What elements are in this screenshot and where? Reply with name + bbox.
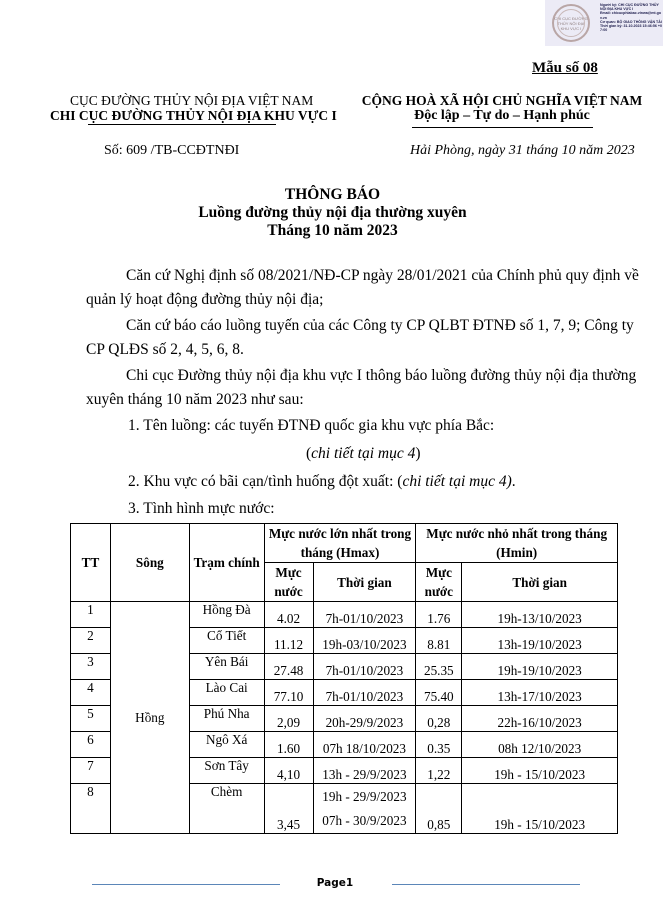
cell-hmin-level: 0,28 (416, 706, 462, 732)
cell-hmin-level: 75.40 (416, 680, 462, 706)
cell-hmin-level: 1.76 (416, 602, 462, 628)
item-1-detail-open: ( (306, 445, 312, 462)
cell-station: Chèm (189, 784, 264, 834)
cell-tt: 6 (71, 732, 111, 758)
basis-paragraph-2: Căn cứ báo cáo luồng tuyến của các Công ty CP QLBT ĐTNĐ số 1, 7, 9; Công ty CP QLĐS số 2, 4, 5, 6, 8. (86, 317, 634, 358)
cell-hmax-level: 27.48 (264, 654, 313, 680)
org-underline (88, 124, 276, 125)
basis-paragraph-1: Căn cứ Nghị định số 08/2021/NĐ-CP ngày 28/01/2021 của Chính phủ quy định về quản lý hoạt động đường thủy nội địa; (86, 267, 639, 308)
cell-tt: 8 (71, 784, 111, 834)
cell-hmin-time: 13h-17/10/2023 (462, 680, 618, 706)
cell-hmax-time: 20h-29/9/2023 (313, 706, 416, 732)
cell-tt: 2 (71, 628, 111, 654)
cell-hmax-time: 13h - 29/9/2023 (313, 758, 416, 784)
item-2-detail: chi tiết tại mục 4) (402, 473, 512, 490)
intro-paragraph: Chi cục Đường thủy nội địa khu vực I thông báo luồng đường thủy nội địa thường xuyên tháng 10 năm 2023 như sau: (86, 367, 637, 408)
org-parent: CỤC ĐƯỜNG THỦY NỘI ĐỊA VIỆT NAM (70, 93, 314, 108)
motto-underline (412, 127, 593, 128)
cell-tt: 7 (71, 758, 111, 784)
cell-station: Cổ Tiết (189, 628, 264, 654)
nation-name: CỘNG HOÀ XÃ HỘI CHỦ NGHĨA VIỆT NAM (361, 93, 643, 108)
header-station: Trạm chính (189, 524, 264, 602)
cell-hmin-time: 19h - 15/10/2023 (462, 784, 618, 834)
cell-hmin-time: 08h 12/10/2023 (462, 732, 618, 758)
cell-hmax-time (313, 784, 416, 834)
official-seal (552, 4, 590, 42)
table-row (71, 602, 618, 628)
item-3: 3. Tình hình mực nước: (128, 500, 275, 517)
item-1-detail (306, 445, 421, 463)
signature-signer: Người ký: CHI CỤC ĐƯỜNG THỦY NỘI ĐỊA KHU VỰC I (600, 3, 659, 12)
cell-hmin-level: 25.35 (416, 654, 462, 680)
cell-hmin-time: 13h-19/10/2023 (462, 628, 618, 654)
document-number: Số: 609 /TB-CCĐTNĐI (104, 143, 240, 158)
cell-hmin-time: 19h-13/10/2023 (462, 602, 618, 628)
cell-hmax-level: 2,09 (264, 706, 313, 732)
item-2 (128, 473, 516, 491)
signature-agency: Cơ quan: BỘ GIAO THÔNG VẬN TẢI (600, 19, 662, 24)
header-hmin-level: Mực nước (416, 563, 462, 602)
cell-tt: 1 (71, 602, 111, 628)
signature-email: Email: chicucphiabac.vinwa@mt.gov.vn (600, 11, 662, 20)
org-name: CHI CỤC ĐƯỜNG THỦY NỘI ĐỊA KHU VỰC I (50, 108, 337, 123)
place-date: Hải Phòng, ngày 31 tháng 10 năm 2023 (410, 143, 635, 158)
header-hmax-level: Mực nước (264, 563, 313, 602)
cell-station: Yên Bái (189, 654, 264, 680)
doc-title: THÔNG BÁO (284, 186, 381, 203)
header-river: Sông (110, 524, 189, 602)
cell-hmax-time: 07h 18/10/2023 (313, 732, 416, 758)
cell-hmax-level: 11.12 (264, 628, 313, 654)
item-2-text: 2. Khu vực có bãi cạn/tình huống đột xuất: ( (128, 473, 403, 490)
hmax-time-line-1: 19h - 29/9/2023 (322, 788, 407, 804)
cell-hmin-level: 0.35 (416, 732, 462, 758)
nation-motto: Độc lập – Tự do – Hạnh phúc (414, 108, 590, 123)
form-number: Mẫu số 08 (532, 60, 598, 76)
doc-period: Tháng 10 năm 2023 (267, 222, 398, 239)
cell-tt: 3 (71, 654, 111, 680)
cell-hmax-time: 7h-01/10/2023 (313, 680, 416, 706)
header-hmin-time: Thời gian (462, 563, 618, 602)
cell-hmin-time: 22h-16/10/2023 (462, 706, 618, 732)
cell-station: Sơn Tây (189, 758, 264, 784)
cell-hmax-level: 4,10 (264, 758, 313, 784)
header-hmax-time: Thời gian (313, 563, 416, 602)
cell-station: Lào Cai (189, 680, 264, 706)
cell-hmin-level: 8.81 (416, 628, 462, 654)
cell-station: Hồng Đà (189, 602, 264, 628)
cell-hmin-level: 0,85 (416, 784, 462, 834)
cell-hmin-time: 19h-19/10/2023 (462, 654, 618, 680)
cell-hmax-time: 7h-01/10/2023 (313, 602, 416, 628)
item-1: 1. Tên luồng: các tuyến ĐTNĐ quốc gia khu vực phía Bắc: (128, 417, 495, 434)
item-1-detail-text: chi tiết tại mục 4 (311, 445, 416, 462)
cell-hmin-time: 19h - 15/10/2023 (462, 758, 618, 784)
footer-rule-right (392, 884, 580, 885)
hmax-time-line-2: 07h - 30/9/2023 (322, 812, 407, 828)
cell-river: Hồng (110, 602, 189, 834)
item-2-suffix: . (511, 473, 516, 490)
item-1-detail-close: ) (415, 445, 421, 462)
page-number: Page1 (316, 877, 354, 889)
seal-text: CHI CỤC ĐƯỜNG THỦY NỘI ĐỊA KHU VỰC I (554, 15, 588, 31)
water-level-table (70, 523, 618, 834)
header-hmin: Mực nước nhỏ nhất trong tháng (Hmin) (416, 524, 618, 563)
cell-hmax-time: 19h-03/10/2023 (313, 628, 416, 654)
cell-tt: 5 (71, 706, 111, 732)
cell-hmax-time: 7h-01/10/2023 (313, 654, 416, 680)
cell-hmax-level: 77.10 (264, 680, 313, 706)
cell-hmax-level: 3,45 (264, 784, 313, 834)
signature-time: Thời gian ký: 31.10.2023 15:46:56 +07:00 (600, 24, 662, 33)
header-hmax: Mực nước lớn nhất trong tháng (Hmax) (264, 524, 416, 563)
cell-hmax-level: 1.60 (264, 732, 313, 758)
cell-hmin-level: 1,22 (416, 758, 462, 784)
cell-tt: 4 (71, 680, 111, 706)
cell-station: Ngô Xá (189, 732, 264, 758)
header-tt: TT (71, 524, 111, 602)
signature-info (600, 3, 662, 32)
cell-hmax-level: 4.02 (264, 602, 313, 628)
footer-rule-left (92, 884, 280, 885)
cell-station: Phú Nha (189, 706, 264, 732)
doc-subtitle: Luồng đường thủy nội địa thường xuyên (198, 204, 467, 221)
